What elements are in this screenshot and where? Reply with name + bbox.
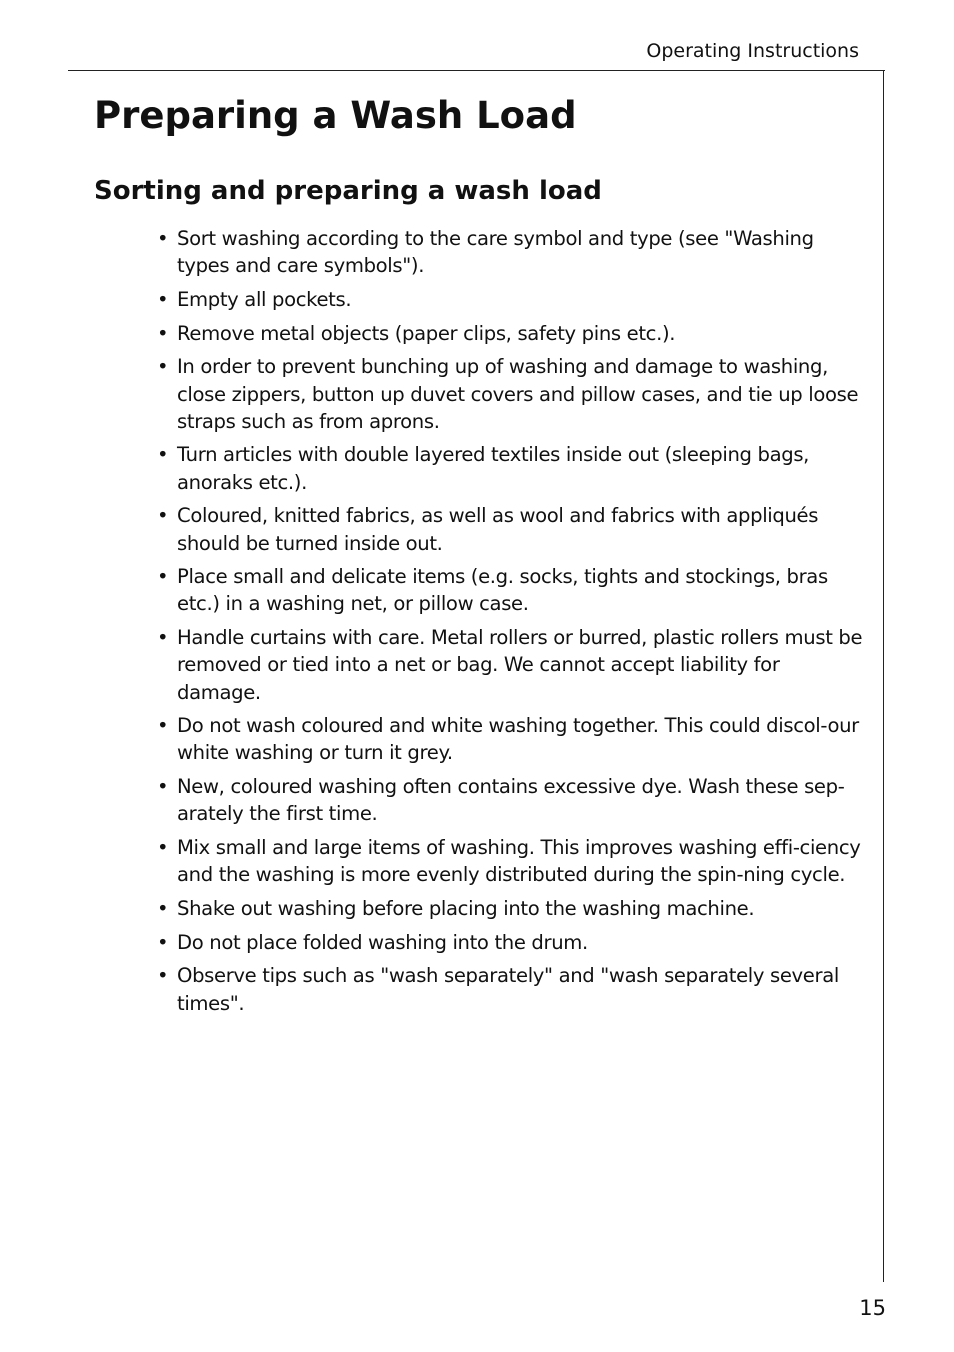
list-item-text: In order to prevent bunching up of washing and damage to washing, close zippers, button up duvet covers and pillow cases, and tie up loose straps such as from aprons.: [177, 355, 859, 433]
list-item: [157, 624, 867, 706]
bullet-icon: •: [157, 836, 169, 860]
list-item: [157, 225, 867, 279]
bullet-icon: •: [157, 896, 169, 920]
bullet-icon: •: [157, 930, 169, 954]
list-item: [157, 773, 867, 827]
list-item: [157, 286, 867, 313]
header-rule: [68, 70, 885, 71]
page-number: 15: [859, 1296, 886, 1320]
list-item-text: Observe tips such as "wash separately" and "wash separately several times".: [177, 964, 839, 1015]
margin-rule: [883, 70, 884, 1282]
bullet-icon: •: [157, 626, 169, 650]
bullet-icon: •: [157, 714, 169, 738]
list-item: [157, 834, 867, 888]
list-item-text: Empty all pockets.: [177, 287, 352, 311]
bullet-icon: •: [157, 775, 169, 799]
bullet-icon: •: [157, 321, 169, 345]
list-item: [157, 929, 867, 956]
list-item: [157, 712, 867, 766]
bullet-icon: •: [157, 227, 169, 250]
list-item: [157, 320, 867, 347]
running-header: Operating Instructions: [646, 40, 859, 62]
list-item-text: Do not wash coloured and white washing together. This could discol-our white washing or turn it grey.: [177, 714, 859, 765]
list-item-text: Handle curtains with care. Metal rollers or burred, plastic rollers must be removed or tied into a net or bag. We cannot accept liability for damage.: [177, 626, 863, 704]
list-item-text: Do not place folded washing into the drum.: [177, 930, 588, 954]
list-item-text: Turn articles with double layered textiles inside out (sleeping bags, anoraks etc.).: [177, 443, 810, 494]
list-item-text: Sort washing according to the care symbol and type (see "Washing types and care symbols").: [177, 227, 814, 278]
list-item-text: Remove metal objects (paper clips, safety pins etc.).: [177, 321, 676, 345]
list-item: [157, 441, 867, 495]
bullet-list: [157, 225, 867, 1023]
list-item: [157, 353, 867, 435]
list-item-text: Place small and delicate items (e.g. socks, tights and stockings, bras etc.) in a washing net, or pillow case.: [177, 565, 828, 616]
bullet-icon: •: [157, 504, 169, 528]
page-title: Preparing a Wash Load: [94, 94, 577, 137]
list-item-text: Shake out washing before placing into the washing machine.: [177, 896, 755, 920]
section-heading: Sorting and preparing a wash load: [94, 176, 602, 206]
list-item: [157, 563, 867, 617]
bullet-icon: •: [157, 355, 169, 379]
bullet-icon: •: [157, 287, 169, 311]
bullet-icon: •: [157, 443, 169, 467]
bullet-icon: •: [157, 964, 169, 988]
list-item: [157, 502, 867, 556]
list-item: [157, 895, 867, 922]
list-item-text: Coloured, knitted fabrics, as well as wool and fabrics with appliqués should be turned inside out.: [177, 504, 819, 555]
bullet-icon: •: [157, 565, 169, 589]
list-item-text: Mix small and large items of washing. This improves washing effi-ciency and the washing is more evenly distributed during the spin-ning cycle.: [177, 836, 861, 887]
list-item: [157, 962, 867, 1016]
list-item-text: New, coloured washing often contains excessive dye. Wash these sep-arately the first time.: [177, 775, 845, 826]
